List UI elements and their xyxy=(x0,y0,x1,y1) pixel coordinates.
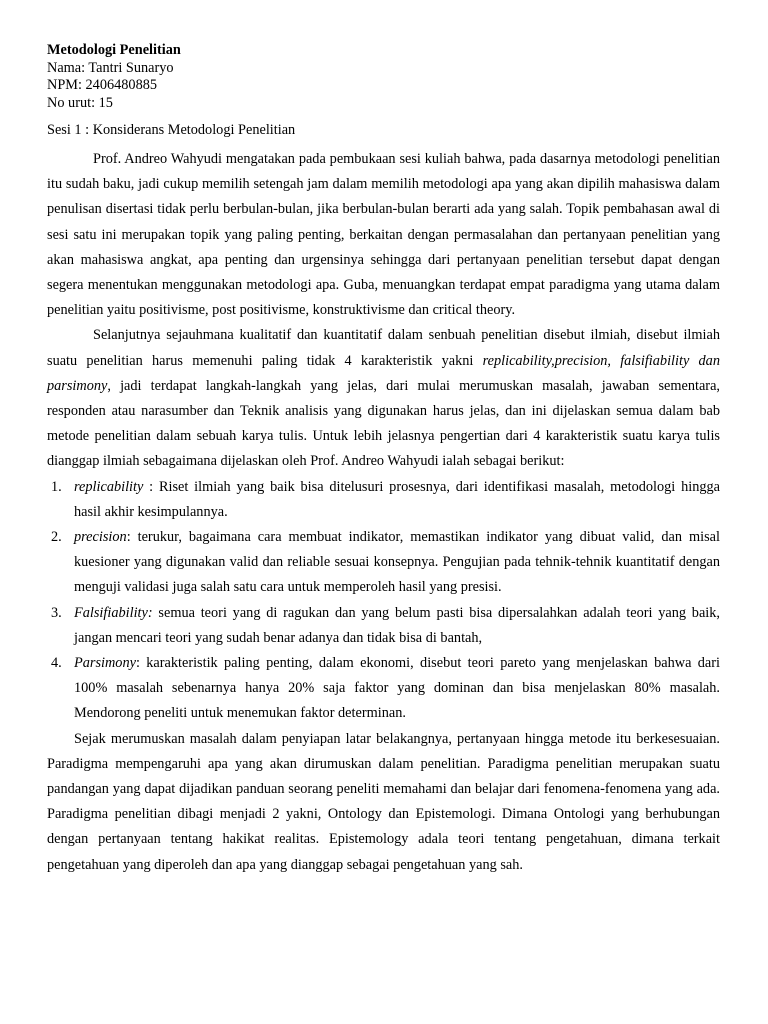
list-number: 2. xyxy=(51,529,62,546)
paragraph-characteristics xyxy=(47,323,720,474)
list-item xyxy=(47,601,720,651)
list-text: semua teori yang di ragukan dan yang belum pasti bisa dipersalahkan adalah teori yang baik, jangan mencari teori yang sudah benar adanya dan tidak bisa di bantah, xyxy=(74,604,720,646)
paragraph-characteristics-part1: Selanjutnya sejauhmana kualitatif dan kuantitatif dalam senbuah penelitian disebut ilmiah, disebut ilmiah suatu penelitian harus memenuhi paling tidak 4 karakteristik yakni xyxy=(47,327,720,369)
list-term: precision xyxy=(74,529,127,546)
list-term: replicability xyxy=(74,478,144,495)
document-page xyxy=(47,42,720,878)
characteristics-list xyxy=(47,475,720,727)
list-text: : Riset ilmiah yang baik bisa ditelusuri prosesnya, dari identifikasi masalah, metodologi hingga hasil akhir kesimpulannya. xyxy=(74,478,720,520)
paragraph-characteristics-part2: , jadi terdapat langkah-langkah yang jelas, dari mulai merumuskan masalah, jawaban sementara, responden atau narasumber dan Teknik analisis yang digunakan harus jelas, dan ini dijelaskan semua dalam bab metode penelitian dalam sebuah karya tulis. Untuk lebih jelasnya pengertian dari 4 karakteristik suatu karya tulis dianggap ilmiah sebagaimana dijelaskan oleh Prof. Andreo Wahyudi ialah sebagai berikut: xyxy=(47,377,720,470)
list-term: Falsifiability: xyxy=(74,604,153,621)
list-term: Parsimony xyxy=(74,655,136,672)
list-number: 4. xyxy=(51,655,62,672)
list-item xyxy=(47,525,720,601)
student-number: No urut: 15 xyxy=(47,94,113,111)
paragraph-characteristics-terms: replicability,precision, falsifiability dan parsimony xyxy=(47,352,720,394)
session-title: Konsiderans Metodologi Penelitian xyxy=(92,122,296,138)
list-text: : terukur, bagaimana cara membuat indikator, memastikan indikator yang dibuat valid, dan misal kuesioner yang digunakan valid dan reliable sesuai konsepnya. Pengujian pada tehnik-tehnik kuantitatif dengan menguji validasi juga salah satu cara untuk memperoleh hasil yang presisi. xyxy=(74,529,720,596)
list-number: 3. xyxy=(51,604,62,621)
document-title: Metodologi Penelitian xyxy=(47,42,181,58)
list-number: 1. xyxy=(51,478,62,495)
student-name: Nama: Tantri Sunaryo xyxy=(47,59,174,76)
list-text: : karakteristik paling penting, dalam ekonomi, disebut teori pareto yang menjelaskan bahwa dari 100% masalah sebenarnya hanya 20% saja faktor yang dominan dan bisa menjelaskan 80% masalah. Mendorong peneliti untuk menemukan faktor determinan. xyxy=(74,655,720,722)
list-item xyxy=(47,475,720,525)
paragraph-intro: Prof. Andreo Wahyudi mengatakan pada pembukaan sesi kuliah bahwa, pada dasarnya metodologi penelitian itu sudah baku, jadi cukup memilih setengah jam dalam memilih metodologi apa yang akan dipilih mahasiswa dalam penulisan disertasi tidak perlu berbulan-bulan, jika berbulan-bulan berarti ada yang salah. Topik pembahasan awal di sesi satu ini merupakan topik yang paling penting, berkaitan dengan permasalahan dan pertanyaan penelitian yang akan mahasiswa angkat, apa penting dan urgensinya sehingga dari pertanyaan penelitian tersebut dapat dengan segera menentukan menggunakan metodologi apa. Guba, menuangkan terdapat empat paradigma yang utama dalam penelitian yaitu positivisme, post positivisme, konstruktivisme dan critical theory. xyxy=(47,151,720,319)
student-npm: NPM: 2406480885 xyxy=(47,77,158,93)
session-heading xyxy=(47,121,720,139)
session-label: Sesi 1 : xyxy=(47,122,93,138)
paragraph-paradigm: Sejak merumuskan masalah dalam penyiapan latar belakangnya, pertanyaan hingga metode itu berkesesuaian. Paradigma mempengaruhi apa yang akan dirumuskan dalam penelitian. Paradigma penelitian merupakan suatu pandangan yang dapat dijadikan panduan seorang peneliti memahami dan belajar dari fenomena-fenomena yang ada. Paradigma penelitian dibagi menjadi 2 yakni, Ontology dan Epistemologi. Dimana Ontologi yang berhubungan dengan pertanyaan tentang hakikat realitas. Epistemology adala teori tentang pengetahuan, dimana terkait pengetahuan yang diperoleh dan apa yang dianggap sebagai pengetahuan yang sah. xyxy=(47,730,720,873)
list-item xyxy=(47,651,720,727)
